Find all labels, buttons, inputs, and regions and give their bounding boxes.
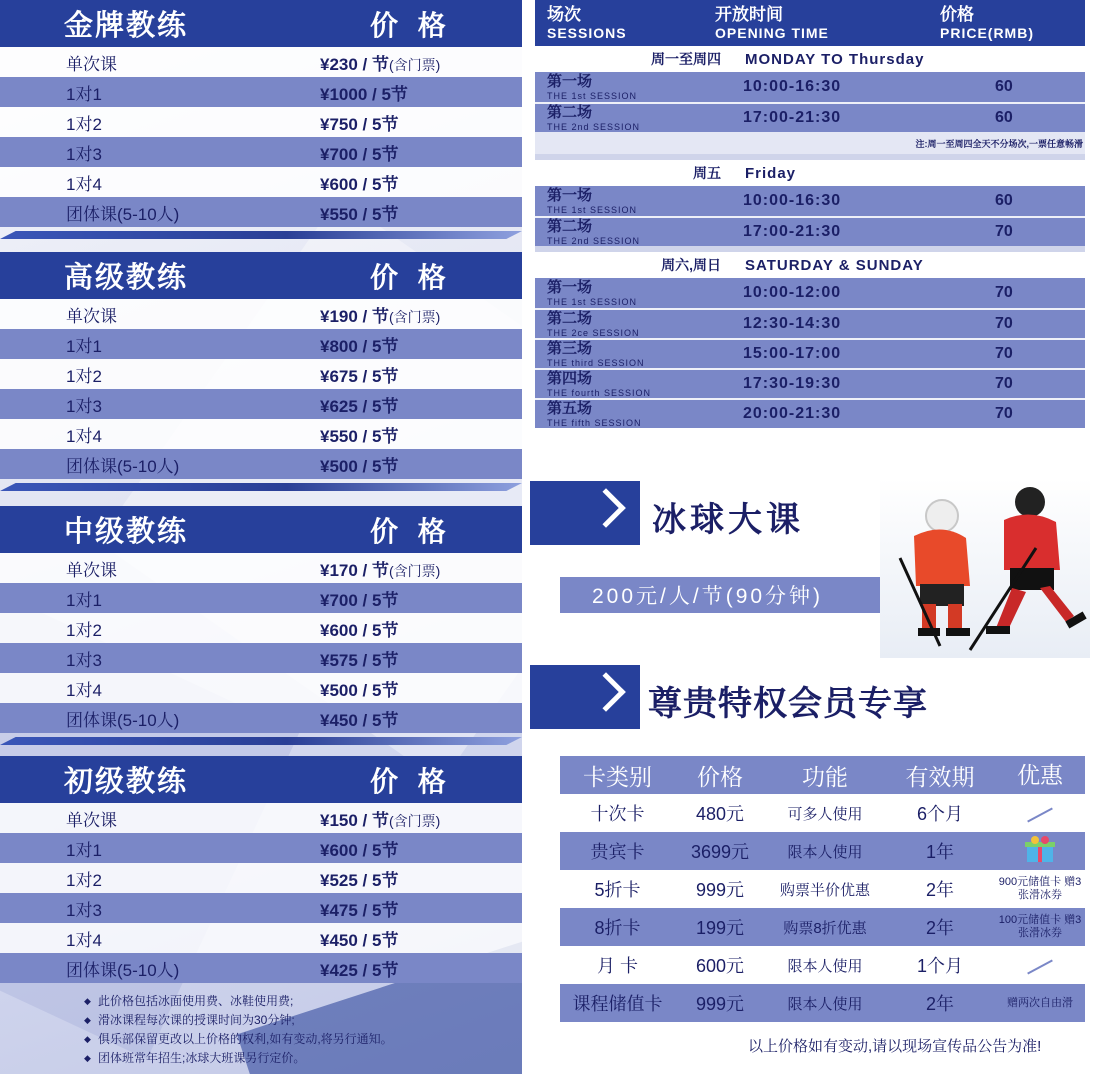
- session-name-en: THE fifth SESSION: [547, 417, 642, 428]
- lesson-price: ¥525 / 5节: [320, 870, 399, 890]
- coach-header: [0, 0, 522, 47]
- header-price-en: PRICE(RMB): [940, 25, 1034, 41]
- lesson-type: 团体课(5-10人): [66, 960, 180, 980]
- session-time: 10:00-12:00: [743, 284, 842, 301]
- card-price: 999元: [695, 994, 745, 1014]
- coach-price-row: [0, 137, 522, 167]
- lesson-type: 1对3: [66, 144, 102, 164]
- slash-icon: [1027, 959, 1053, 974]
- lesson-price: ¥800 / 5节: [320, 336, 399, 356]
- coach-price-row: [0, 107, 522, 137]
- lesson-type: 1对2: [66, 366, 102, 386]
- session-time: 17:30-19:30: [743, 375, 842, 392]
- session-time: 12:30-14:30: [743, 315, 842, 332]
- session-name-cn: 第二场: [547, 103, 593, 121]
- coach-price-row: [0, 583, 522, 613]
- lesson-price: ¥675 / 5节: [320, 366, 399, 386]
- session-name-en: THE 1st SESSION: [547, 204, 638, 215]
- hockey-title: 冰球大课: [652, 501, 804, 539]
- session-price: 60: [995, 109, 1013, 126]
- card-price: 199元: [695, 918, 745, 938]
- card-function: 限本人使用: [787, 843, 863, 861]
- lesson-price: ¥450 / 5节: [320, 710, 399, 730]
- lesson-type: 1对4: [66, 174, 102, 194]
- lesson-type: 1对3: [66, 900, 102, 920]
- coach-block: [0, 506, 522, 745]
- session-price: 70: [995, 315, 1013, 332]
- benefit-text: 900元储值卡 赠3张滑冰券: [998, 876, 1082, 901]
- day-cn: 周五: [693, 165, 721, 181]
- lesson-type: 单次课: [66, 306, 117, 326]
- session-row: [535, 398, 1085, 428]
- member-card-row: [560, 794, 1085, 832]
- lesson-type: 团体课(5-10人): [66, 204, 180, 224]
- header-price: 价格: [697, 763, 743, 790]
- session-name-en: THE third SESSION: [547, 357, 645, 368]
- coach-price-row: [0, 893, 522, 923]
- coach-header: [0, 252, 522, 299]
- session-row: [535, 278, 1085, 308]
- day-group-row: [535, 252, 1085, 278]
- session-row: [535, 216, 1085, 246]
- member-card-row: [560, 832, 1085, 870]
- card-validity: 1个月: [916, 956, 963, 976]
- coach-header: [0, 506, 522, 553]
- member-card-row: [560, 870, 1085, 908]
- card-type: 8折卡: [594, 918, 641, 938]
- session-price: 70: [995, 223, 1013, 240]
- lesson-price: ¥575 / 5节: [320, 650, 399, 670]
- card-type: 十次卡: [590, 804, 645, 824]
- session-name-cn: 第三场: [547, 339, 593, 357]
- header-validity: 有效期: [905, 763, 975, 790]
- coach-price-row: [0, 47, 522, 77]
- session-name-cn: 第一场: [547, 186, 593, 204]
- lesson-price: ¥500 / 5节: [320, 456, 399, 476]
- note-item: ◆ 俱乐部保留更改以上价格的权利,如有变动,将另行通知。: [84, 1030, 514, 1049]
- coach-price-heading: 价 格: [370, 515, 452, 547]
- session-time: 17:00-21:30: [743, 223, 842, 240]
- note-item: ◆ 此价格包括冰面使用费、冰鞋使用费;: [84, 992, 514, 1011]
- header-price-cn: 价格: [940, 5, 974, 24]
- card-validity: 2年: [925, 880, 954, 900]
- lesson-price: ¥190 / 节: [320, 306, 389, 326]
- lesson-price: ¥600 / 5节: [320, 840, 399, 860]
- divider-stripe: [0, 231, 522, 239]
- coach-price-row: [0, 553, 522, 583]
- header-time-cn: 开放时间: [715, 5, 783, 24]
- card-validity: 6个月: [916, 804, 963, 824]
- member-table-header: [560, 756, 1085, 794]
- lesson-price: ¥550 / 5节: [320, 426, 399, 446]
- card-type: 5折卡: [594, 880, 641, 900]
- lesson-type: 1对4: [66, 930, 102, 950]
- lesson-type: 单次课: [66, 810, 117, 830]
- lesson-price-note: (含门票): [389, 562, 441, 579]
- lesson-price: ¥600 / 5节: [320, 174, 399, 194]
- session-price: 70: [995, 345, 1013, 362]
- session-row: [535, 102, 1085, 132]
- header-sessions-cn: 场次: [547, 5, 581, 24]
- lesson-type: 1对3: [66, 650, 102, 670]
- note-item: ◆ 团体班常年招生;冰球大班课另行定价。: [84, 1049, 514, 1068]
- coach-price-row: [0, 803, 522, 833]
- session-price: 70: [995, 284, 1013, 301]
- header-benefit: 优惠: [1017, 761, 1063, 788]
- lesson-price-note: (含门票): [389, 812, 441, 829]
- coach-price-row: [0, 449, 522, 479]
- sessions-table: [535, 0, 1085, 435]
- lesson-price: ¥475 / 5节: [320, 900, 399, 920]
- hockey-price: 200元/人/节(90分钟): [592, 585, 824, 608]
- coach-block: [0, 756, 522, 983]
- coach-level-title: 中级教练: [64, 516, 189, 548]
- card-type: 贵宾卡: [590, 842, 645, 862]
- session-row: [535, 308, 1085, 338]
- lesson-price: ¥500 / 5节: [320, 680, 399, 700]
- lesson-price-note: (含门票): [389, 308, 441, 325]
- lesson-type: 1对2: [66, 870, 102, 890]
- coach-level-title: 金牌教练: [64, 10, 189, 42]
- coach-price-row: [0, 329, 522, 359]
- hockey-players-image: [880, 478, 1090, 658]
- lesson-price: ¥450 / 5节: [320, 930, 399, 950]
- lesson-price-note: (含门票): [389, 56, 441, 73]
- card-validity: 2年: [925, 994, 954, 1014]
- session-name-cn: 第一场: [547, 72, 593, 90]
- member-title: 尊贵特权会员专享: [648, 685, 928, 723]
- session-name-cn: 第二场: [547, 217, 593, 235]
- card-function: 购票半价优惠: [779, 881, 870, 899]
- session-name-en: THE 2nd SESSION: [547, 235, 641, 246]
- benefit-text: 100元储值卡 赠3张滑冰券: [998, 914, 1082, 939]
- session-name-en: THE 1st SESSION: [547, 296, 638, 307]
- session-time: 20:00-21:30: [743, 405, 842, 422]
- card-function: 限本人使用: [787, 957, 863, 975]
- coach-price-row: [0, 673, 522, 703]
- member-card-row: [560, 984, 1085, 1022]
- session-name-cn: 第五场: [547, 399, 593, 417]
- lesson-type: 团体课(5-10人): [66, 456, 180, 476]
- coach-block: [0, 252, 522, 491]
- day-en: Friday: [745, 164, 797, 182]
- price-notes: [84, 992, 514, 1068]
- card-price: 480元: [695, 804, 745, 824]
- coach-price-row: [0, 299, 522, 329]
- lesson-type: 1对1: [66, 336, 102, 356]
- day-cn: 周一至周四: [651, 51, 721, 67]
- card-price: 3699元: [690, 842, 750, 862]
- lesson-type: 1对1: [66, 840, 102, 860]
- coach-level-title: 初级教练: [64, 766, 189, 798]
- coach-price-row: [0, 359, 522, 389]
- coach-price-row: [0, 863, 522, 893]
- header-time-en: OPENING TIME: [715, 25, 829, 41]
- session-time: 17:00-21:30: [743, 109, 842, 126]
- session-note: 注:周一至周四全天不分场次,一票任意畅滑: [535, 132, 1085, 154]
- coach-price-row: [0, 77, 522, 107]
- session-time: 10:00-16:30: [743, 78, 842, 95]
- lesson-type: 1对4: [66, 680, 102, 700]
- session-price: 70: [995, 405, 1013, 422]
- session-price: 60: [995, 192, 1013, 209]
- benefit-text: 赠两次自由滑: [1007, 996, 1073, 1009]
- coach-header: [0, 756, 522, 803]
- divider-stripe: [0, 483, 522, 491]
- session-price: 70: [995, 375, 1013, 392]
- lesson-price: ¥750 / 5节: [320, 114, 399, 134]
- session-row: [535, 72, 1085, 102]
- coach-price-row: [0, 613, 522, 643]
- lesson-price: ¥700 / 5节: [320, 144, 399, 164]
- slash-icon: [1027, 807, 1053, 822]
- lesson-type: 团体课(5-10人): [66, 710, 180, 730]
- coach-price-heading: 价 格: [370, 765, 452, 797]
- lesson-price: ¥550 / 5节: [320, 204, 399, 224]
- coach-price-row: [0, 197, 522, 227]
- sessions-header: [535, 0, 1085, 46]
- member-card-row: [560, 908, 1085, 946]
- lesson-type: 1对4: [66, 426, 102, 446]
- lesson-price: ¥425 / 5节: [320, 960, 399, 980]
- lesson-type: 1对2: [66, 114, 102, 134]
- session-name-cn: 第四场: [547, 369, 593, 387]
- coach-price-row: [0, 643, 522, 673]
- lesson-type: 1对3: [66, 396, 102, 416]
- card-function: 限本人使用: [787, 995, 863, 1013]
- day-en: SATURDAY & SUNDAY: [745, 256, 924, 274]
- section-arrow-icon: [530, 665, 640, 729]
- lesson-price: ¥1000 / 5节: [320, 84, 408, 104]
- lesson-price: ¥700 / 5节: [320, 590, 399, 610]
- session-row: [535, 368, 1085, 398]
- card-price: 999元: [695, 880, 745, 900]
- coach-price-row: [0, 703, 522, 733]
- coach-price-row: [0, 923, 522, 953]
- coach-level-title: 高级教练: [64, 262, 189, 294]
- card-function: 购票8折优惠: [783, 919, 867, 937]
- coach-price-heading: 价 格: [370, 9, 452, 41]
- coach-price-row: [0, 833, 522, 863]
- coach-price-heading: 价 格: [370, 261, 452, 293]
- lesson-type: 1对1: [66, 590, 102, 610]
- lesson-type: 单次课: [66, 560, 117, 580]
- session-name-en: THE 2ce SESSION: [547, 327, 640, 338]
- header-function: 功能: [802, 763, 848, 790]
- session-price: 60: [995, 78, 1013, 95]
- session-name-en: THE 1st SESSION: [547, 90, 638, 101]
- card-price: 600元: [695, 956, 745, 976]
- coach-price-row: [0, 419, 522, 449]
- session-name-cn: 第二场: [547, 309, 593, 327]
- member-card-row: [560, 946, 1085, 984]
- header-sessions-en: SESSIONS: [547, 25, 627, 41]
- card-function: 可多人使用: [787, 805, 863, 823]
- footer-note: 以上价格如有变动,请以现场宣传品公告为准!: [748, 1038, 1042, 1055]
- session-name-cn: 第一场: [547, 278, 593, 296]
- card-type: 课程储值卡: [572, 994, 663, 1014]
- header-card-type: 卡类别: [583, 763, 652, 790]
- lesson-type: 单次课: [66, 54, 117, 74]
- lesson-price: ¥230 / 节: [320, 54, 389, 74]
- note-item: ◆ 滑冰课程每次课的授课时间为30分钟;: [84, 1011, 514, 1030]
- card-validity: 1年: [925, 842, 954, 862]
- coach-price-row: [0, 953, 522, 983]
- coach-block: [0, 0, 522, 239]
- lesson-price: ¥600 / 5节: [320, 620, 399, 640]
- session-name-en: THE fourth SESSION: [547, 387, 652, 398]
- day-cn: 周六,周日: [661, 257, 721, 273]
- lesson-type: 1对1: [66, 84, 102, 104]
- session-time: 15:00-17:00: [743, 345, 842, 362]
- card-type: 月 卡: [596, 956, 638, 976]
- section-arrow-icon: [530, 481, 640, 545]
- card-validity: 2年: [925, 918, 954, 938]
- lesson-type: 1对2: [66, 620, 102, 640]
- day-group-row: [535, 46, 1085, 72]
- coach-price-row: [0, 389, 522, 419]
- coach-price-row: [0, 167, 522, 197]
- lesson-price: ¥170 / 节: [320, 560, 389, 580]
- session-row: [535, 186, 1085, 216]
- session-row: [535, 338, 1085, 368]
- lesson-price: ¥150 / 节: [320, 810, 389, 830]
- day-en: MONDAY TO Thursday: [745, 50, 925, 68]
- session-name-en: THE 2nd SESSION: [547, 121, 641, 132]
- lesson-price: ¥625 / 5节: [320, 396, 399, 416]
- gift-icon: [1025, 836, 1055, 862]
- member-card-table: [560, 756, 1085, 1022]
- session-time: 10:00-16:30: [743, 192, 842, 209]
- day-group-row: [535, 160, 1085, 186]
- divider-stripe: [0, 737, 522, 745]
